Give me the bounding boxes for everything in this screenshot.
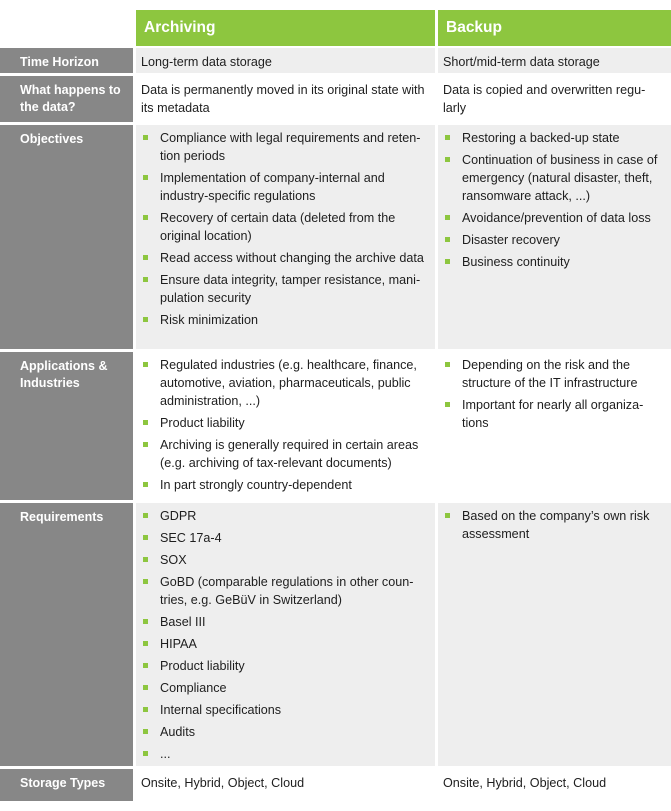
header-archiving [136, 10, 435, 46]
row-label: Objectives [0, 125, 133, 349]
list-item: Restoring a backed-up state [443, 129, 665, 147]
list-item: Continuation of business in case of emergency (natural disaster, theft, ransomware attack, ...) [443, 151, 665, 205]
list-item: Important for nearly all organiza-tions [443, 396, 665, 432]
row-what-happens [0, 76, 671, 122]
table-header-row [0, 10, 671, 46]
archiving-cell: Long-term data storage [136, 48, 435, 73]
row-applications [0, 352, 671, 500]
row-label: What happens to the data? [0, 76, 133, 122]
list-item: Disaster recovery [443, 231, 665, 249]
list-item: Product liability [141, 414, 429, 432]
list-item: Avoidance/prevention of data loss [443, 209, 665, 227]
list-item: Product liability [141, 657, 429, 675]
list-item: Audits [141, 723, 429, 741]
list-item: Depending on the risk and the structure of the IT infrastructure [443, 356, 665, 392]
list-item: Risk minimization [141, 311, 429, 329]
archiving-cell [136, 352, 435, 500]
row-label: Time Horizon [0, 48, 133, 73]
list-item: Archiving is generally required in certain areas (e.g. archiving of tax-relevant documents) [141, 436, 429, 472]
row-label: Storage Types [0, 769, 133, 801]
list-item: Compliance [141, 679, 429, 697]
backup-cell: Data is copied and overwritten regu-larly [443, 83, 646, 115]
backup-cell [438, 352, 671, 500]
header-backup-label: Backup [446, 19, 502, 36]
row-label: Requirements [0, 503, 133, 766]
backup-cell: Short/mid-term data storage [438, 48, 671, 73]
list-item: Business continuity [443, 253, 665, 271]
row-label: Applications & Industries [0, 352, 133, 500]
list-item: ... [141, 745, 429, 763]
row-objectives [0, 125, 671, 349]
row-requirements [0, 503, 671, 766]
archiving-cell: Onsite, Hybrid, Object, Cloud [141, 776, 305, 790]
list-item: Based on the company’s own risk assessment [443, 507, 665, 543]
list-item: Compliance with legal requirements and reten-tion periods [141, 129, 429, 165]
list-item: Ensure data integrity, tamper resistance, mani-pulation security [141, 271, 429, 307]
list-item: Read access without changing the archive data [141, 249, 429, 267]
backup-cell: Onsite, Hybrid, Object, Cloud [443, 776, 607, 790]
list-item: Implementation of company-internal and industry-specific regulations [141, 169, 429, 205]
list-item: Regulated industries (e.g. healthcare, finance, automotive, aviation, pharmaceuticals, public administration, ...) [141, 356, 429, 410]
archiving-cell [136, 503, 435, 766]
list-item: SOX [141, 551, 429, 569]
list-item: Basel III [141, 613, 429, 631]
header-archiving-label: Archiving [144, 19, 216, 36]
backup-cell [438, 125, 671, 349]
archiving-cell [136, 125, 435, 349]
list-item: HIPAA [141, 635, 429, 653]
backup-cell [438, 503, 671, 766]
list-item: GoBD (comparable regulations in other coun-tries, e.g. GeBüV in Switzerland) [141, 573, 429, 609]
row-storage-types [0, 769, 671, 801]
archiving-cell: Data is permanently moved in its original state with its metadata [141, 83, 425, 115]
list-item: GDPR [141, 507, 429, 525]
list-item: Internal specifications [141, 701, 429, 719]
header-backup [438, 10, 671, 46]
list-item: In part strongly country-dependent [141, 476, 429, 494]
list-item: SEC 17a-4 [141, 529, 429, 547]
row-time-horizon [0, 48, 671, 73]
list-item: Recovery of certain data (deleted from the original location) [141, 209, 429, 245]
